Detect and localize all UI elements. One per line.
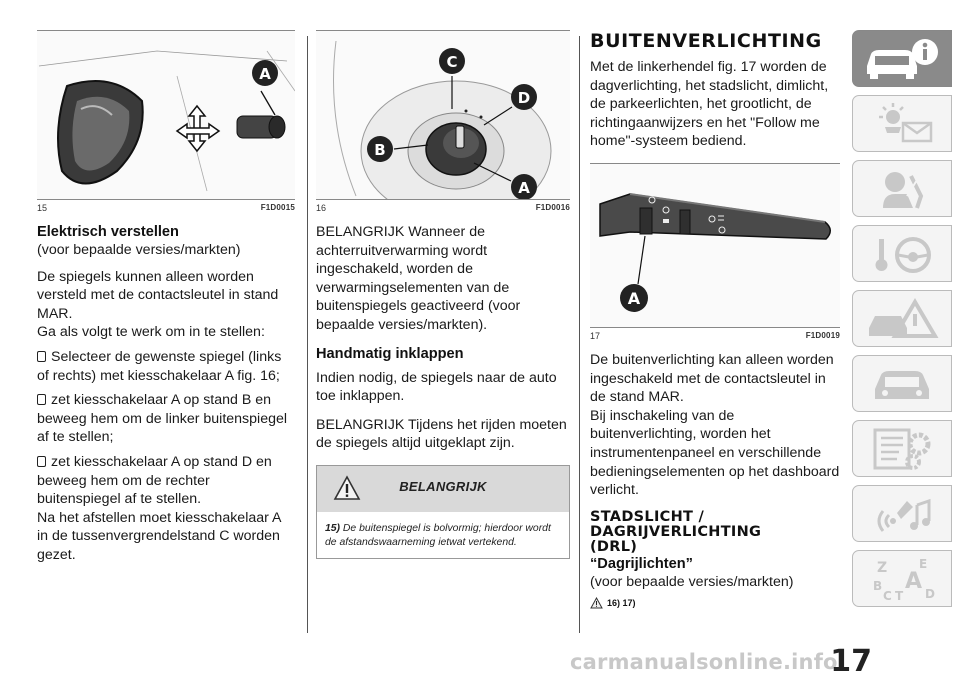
tab-emergency[interactable] [852, 290, 952, 347]
index-letter-a: A [905, 568, 923, 594]
warning-note-number: 15) [325, 522, 341, 534]
tab-specifications[interactable] [852, 420, 952, 477]
watermark: carmanualsonline.info [570, 650, 838, 674]
drl-qualifier: (voor bepaalde versies/markten) [590, 573, 794, 590]
drl-references [590, 597, 636, 609]
electric-adjust-para-3: Na het afstellen moet kiesschakelaar A in de tussenvergrendelstand C worden gezet. [37, 509, 281, 563]
electric-adjust-subheading: (voor bepaalde versies/markten) [37, 242, 241, 258]
figure-16-caption [316, 200, 570, 213]
car-info-icon [861, 36, 943, 82]
figure-16-callout-d: D [517, 89, 531, 107]
figure-17-callout-a: A [627, 288, 641, 308]
warning-lights-icon [861, 101, 943, 147]
figure-16-selector-knob [316, 30, 570, 200]
drl-heading [590, 510, 840, 555]
specifications-gear-icon [861, 426, 943, 472]
exterior-lighting-para-2: Bij inschakeling van de buitenverlichting, worden het instrumentenpaneel en verschillende bedieningselementen op het dashboard verlicht. [590, 407, 840, 499]
tab-safety[interactable] [852, 160, 952, 217]
tab-car-info[interactable] [852, 30, 952, 87]
figure-16-callout-a: A [518, 179, 530, 197]
warning-note-text: De buitenspiegel is bolvormig; hierdoor wordt de afstandswaarneming ietwat vertekend. [325, 522, 551, 548]
manual-fold-heading: Handmatig inklappen [316, 345, 464, 362]
index-letter-t: T [895, 588, 904, 602]
car-maintenance-icon [861, 361, 943, 407]
page-number: 17 [830, 644, 872, 678]
driving-note: BELANGRIJK Tijdens het rijden moeten de spiegels altijd uitgeklapt zijn. [316, 416, 567, 452]
figure-16-number: 16 [316, 203, 327, 213]
tab-maintenance[interactable] [852, 355, 952, 412]
warning-box [316, 465, 570, 559]
index-letter-c: C [883, 588, 892, 602]
bullet-3-text: zet kiesschakelaar A op stand D en beweeg hem om de rechter buitenspiegel af te stellen. [37, 453, 272, 508]
drl-reference-numbers: 16) 17) [607, 598, 636, 609]
tab-multimedia[interactable] [852, 485, 952, 542]
electric-adjust-heading: Elektrisch verstellen [37, 224, 179, 240]
figure-16-callout-c: C [446, 53, 458, 71]
warning-body [317, 512, 569, 558]
figure-15-caption [37, 200, 295, 213]
tab-index[interactable] [852, 550, 952, 607]
column-divider-2 [579, 36, 580, 633]
index-letter-e: E [919, 556, 928, 571]
figure-16-callout-b: B [374, 141, 386, 159]
electric-adjust-para-1: De spiegels kunnen alleen worden versteld met de contactsleutel in stand MAR. [37, 268, 279, 322]
figure-17-illustration [590, 164, 840, 328]
warning-triangle-small-icon [590, 597, 603, 609]
column-1 [37, 30, 295, 565]
electric-adjust-para-2: Ga als volgt te werk om in te stellen: [37, 324, 265, 341]
warning-title: BELANGRIJK [399, 478, 487, 494]
index-letter-b: B [873, 578, 883, 593]
figure-15-number: 15 [37, 203, 48, 213]
drl-heading-line-1: STADSLICHT / [590, 508, 705, 525]
checkbox-bullet-icon [37, 351, 46, 362]
bullet-2-text: zet kiesschakelaar A op stand B en beweeg hem om de linker buitenspiegel af te stellen; [37, 392, 288, 446]
steering-wheel-key-icon [861, 231, 943, 277]
exterior-lighting-para-1: De buitenverlichting kan alleen worden ingeschakeld met de contactsleutel in de stand MAR. [590, 351, 834, 406]
figure-17-code: F1D0019 [805, 330, 840, 340]
chapter-sidebar [852, 30, 952, 615]
figure-16-code: F1D0016 [535, 203, 570, 212]
electric-adjust-bullet-1 [37, 348, 295, 385]
mirror-heating-note: BELANGRIJK Wanneer de achterruitverwarming wordt ingeschakeld, worden de verwarmingselementen van de buitenspiegels geactiveerd (voor bepaalde versies/markten). [316, 224, 521, 333]
column-3 [590, 30, 840, 614]
tab-warning-lights[interactable] [852, 95, 952, 152]
figure-15-illustration [37, 31, 295, 200]
checkbox-bullet-icon [37, 456, 46, 467]
alphabetical-index-icon [861, 556, 943, 602]
tab-starting-driving[interactable] [852, 225, 952, 282]
figure-15-mirror-switch [37, 30, 295, 200]
drl-heading-line-2: DAGRIJVERLICHTING [590, 523, 762, 540]
exterior-lighting-title: BUITENVERLICHTING [590, 30, 822, 52]
bullet-1-text: Selecteer de gewenste spiegel (links of rechts) met kiesschakelaar A fig. 16; [37, 348, 282, 384]
electric-adjust-bullet-3 [37, 453, 295, 509]
index-letter-d: D [925, 586, 935, 601]
figure-15-code: F1D0015 [260, 203, 295, 212]
checkbox-bullet-icon [37, 394, 46, 405]
warning-header [317, 466, 569, 512]
manual-fold-para: Indien nodig, de spiegels naar de auto toe inklappen. [316, 369, 557, 405]
exterior-lighting-intro: Met de linkerhendel fig. 17 worden de dagverlichting, het stadslicht, dimlicht, de parkeerlichten, het grootlicht, de richtingaanwijzers en het "Follow me home"-systeem bediend. [590, 59, 829, 150]
figure-15-callout-a: A [259, 65, 271, 83]
index-letter-z: Z [877, 559, 888, 576]
figure-16-illustration [316, 31, 570, 200]
column-2 [316, 30, 570, 559]
figure-17-caption [590, 328, 840, 341]
seat-airbag-icon [861, 166, 943, 212]
figure-17-light-stalk [590, 163, 840, 328]
multimedia-icon [861, 491, 943, 537]
drl-heading-line-3: (DRL) [590, 538, 638, 555]
drl-quote: “Dagrijlichten” [590, 555, 693, 572]
emergency-triangle-icon [861, 296, 943, 342]
column-divider-1 [307, 36, 308, 633]
electric-adjust-bullet-2 [37, 391, 295, 447]
figure-17-number: 17 [590, 330, 601, 341]
